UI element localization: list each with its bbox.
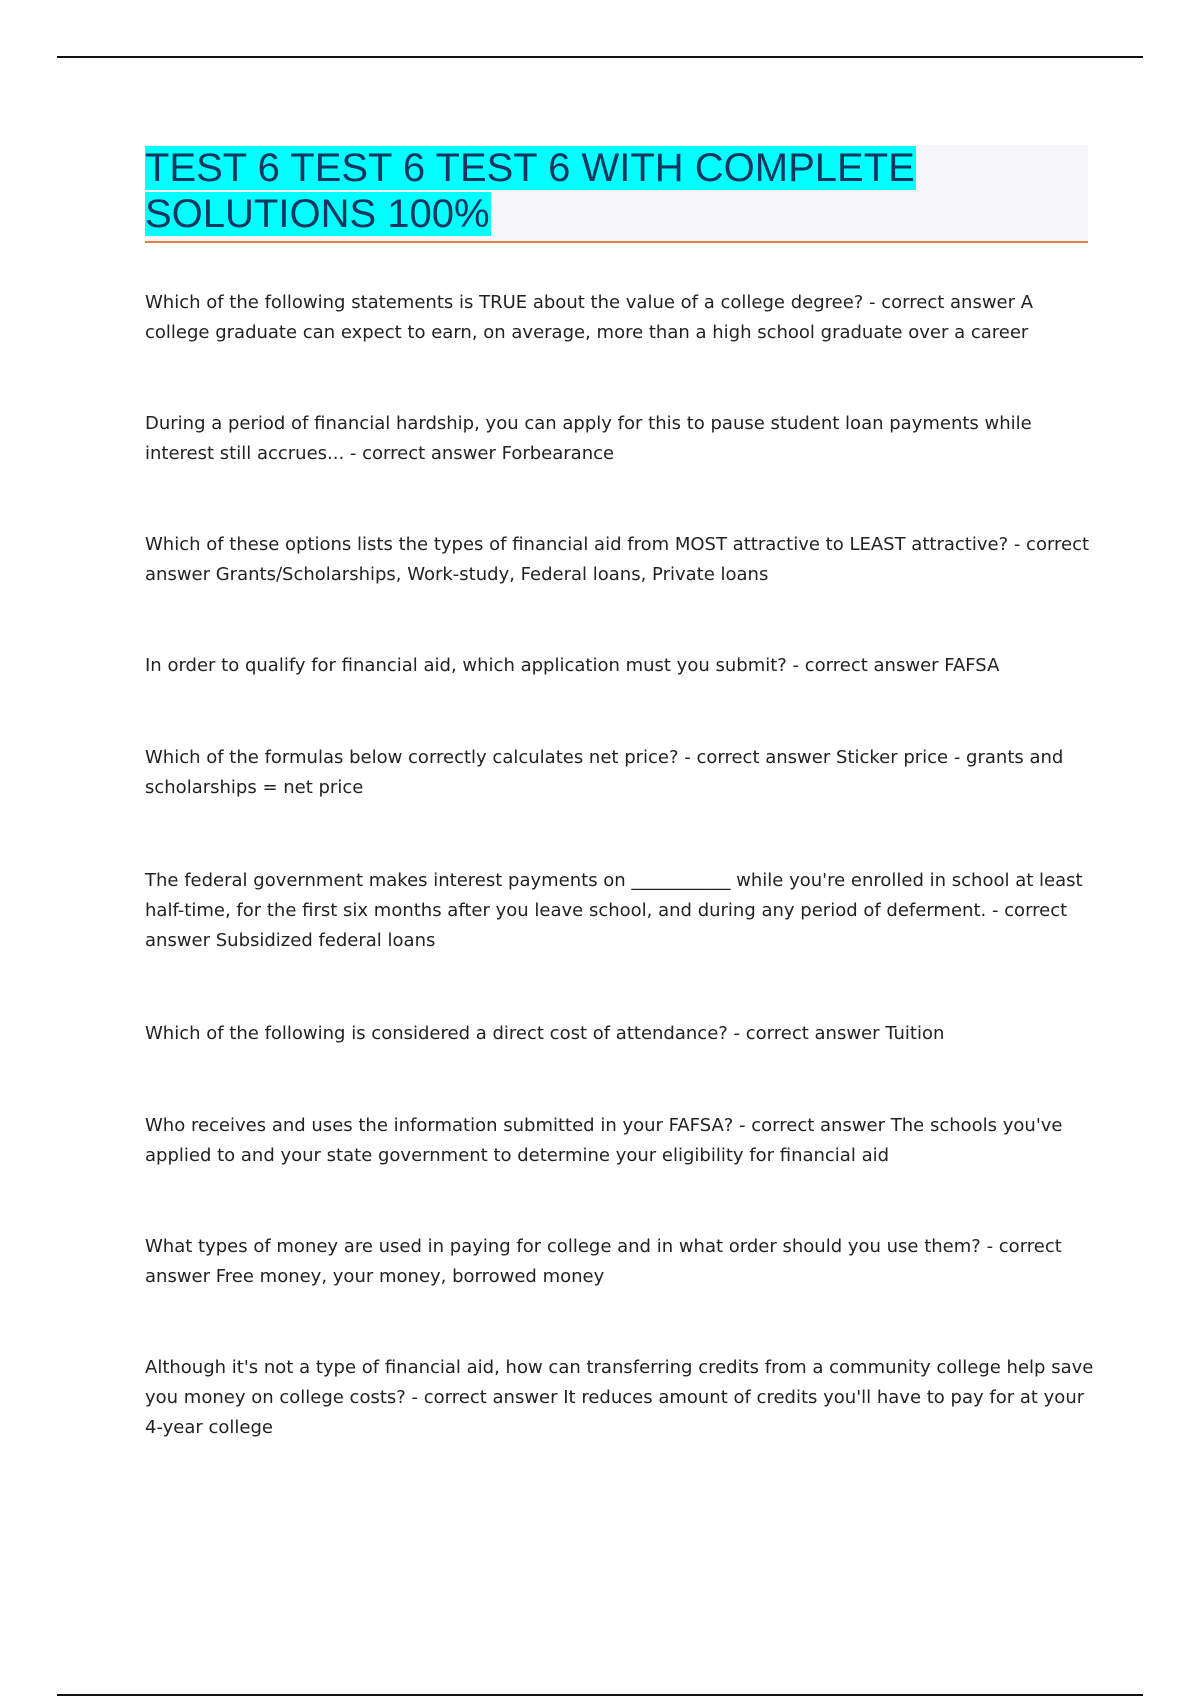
qa-item-2: During a period of financial hardship, you can apply for this to pause student loan payments while interest still accrues... - correct answer Forbearance — [145, 413, 1032, 464]
qa-list — [145, 288, 1095, 1443]
qa-item-1: Which of the following statements is TRUE about the value of a college degree? - correct answer A college graduate can expect to earn, on average, more than a high school graduate over a career — [145, 292, 1034, 343]
header-rule — [57, 56, 1143, 58]
qa-item-7: Which of the following is considered a direct cost of attendance? - correct answer Tuition — [145, 1023, 945, 1044]
qa-item-4: In order to qualify for financial aid, which application must you submit? - correct answer FAFSA — [145, 655, 1000, 676]
title-block — [145, 145, 1088, 243]
title-line-1: TEST 6 TEST 6 TEST 6 WITH COMPLETE — [145, 146, 915, 190]
page-title — [145, 145, 1088, 237]
qa-item-6: The federal government makes interest payments on ___________ while you're enrolled in school at least half-time, for the first six months after you leave school, and during any period of deferment. - correct answer Subsidized federal loans — [145, 870, 1083, 951]
qa-item-9: What types of money are used in paying for college and in what order should you use them? - correct answer Free money, your money, borrowed money — [145, 1236, 1062, 1287]
qa-item-5: Which of the formulas below correctly calculates net price? - correct answer Sticker price - grants and scholarships = net price — [145, 747, 1064, 798]
qa-item-3: Which of these options lists the types of financial aid from MOST attractive to LEAST attractive? - correct answer Grants/Scholarships, Work-study, Federal loans, Private loans — [145, 534, 1090, 585]
qa-item-10: Although it's not a type of financial aid, how can transferring credits from a community college help save you money on college costs? - correct answer It reduces amount of credits you'll have to pay for at your 4-year college — [145, 1357, 1094, 1438]
qa-item-8: Who receives and uses the information submitted in your FAFSA? - correct answer The schools you've applied to and your state government to determine your eligibility for financial aid — [145, 1115, 1063, 1166]
footer-rule — [57, 1694, 1143, 1696]
title-line-2: SOLUTIONS 100% — [145, 192, 490, 236]
